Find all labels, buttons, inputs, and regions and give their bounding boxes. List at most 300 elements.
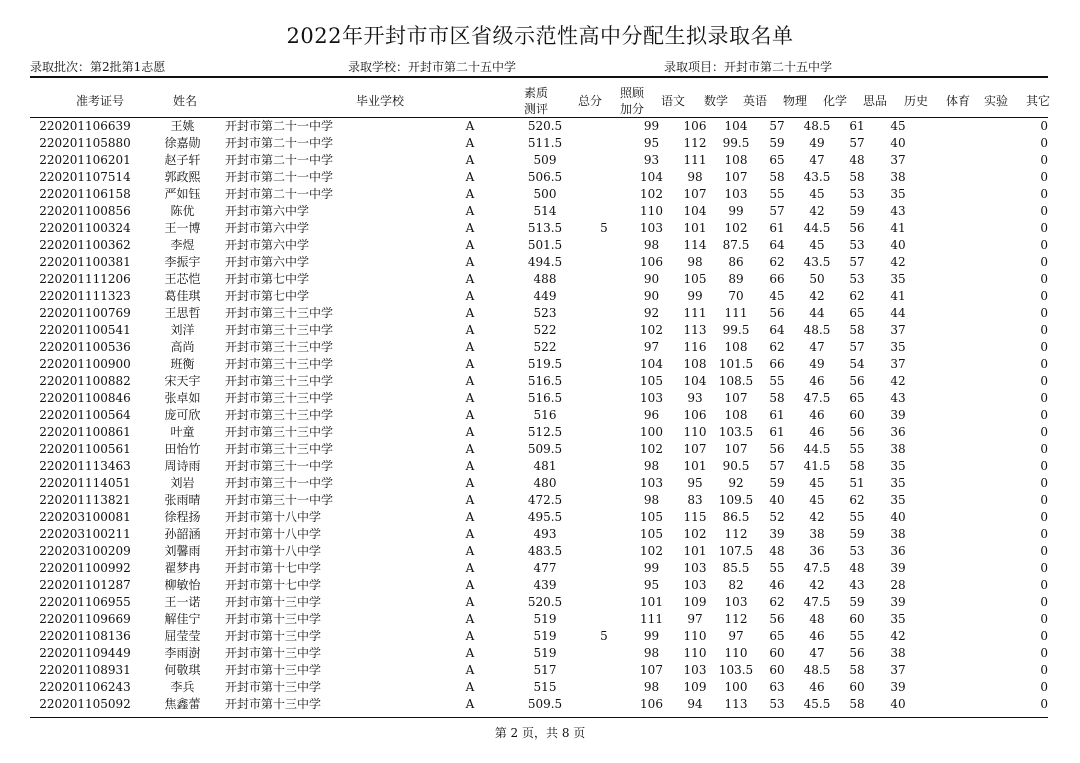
student-name: 王芯恺 bbox=[164, 272, 201, 286]
table-row bbox=[30, 407, 1048, 424]
chemistry-score: 45 bbox=[809, 476, 825, 490]
quality-grade: A bbox=[465, 697, 475, 711]
english-score: 90.5 bbox=[722, 459, 750, 473]
quality-grade: A bbox=[465, 170, 475, 184]
chemistry-score: 47 bbox=[809, 646, 825, 660]
other-score: 0 bbox=[1040, 272, 1048, 286]
student-name: 徐程扬 bbox=[164, 510, 201, 524]
chinese-score: 99 bbox=[643, 119, 660, 133]
bonus-points bbox=[580, 441, 628, 458]
chinese-score: 105 bbox=[640, 527, 663, 541]
chemistry-score: 45.5 bbox=[803, 697, 831, 711]
graduation-school: 开封市第三十三中学 bbox=[225, 442, 334, 456]
other-score: 0 bbox=[1040, 136, 1048, 150]
table-row bbox=[30, 305, 1048, 322]
bonus-points bbox=[580, 288, 628, 305]
chemistry-score: 48 bbox=[809, 612, 825, 626]
total-score: 509.5 bbox=[527, 442, 563, 456]
history-score: 28 bbox=[890, 578, 906, 592]
math-score: 98 bbox=[687, 255, 703, 269]
bonus-points bbox=[580, 611, 628, 628]
history-score: 39 bbox=[890, 561, 906, 575]
math-score: 104 bbox=[683, 204, 707, 218]
pe-score bbox=[919, 645, 959, 662]
pe-score bbox=[919, 237, 959, 254]
total-score: 519.5 bbox=[527, 357, 563, 371]
chemistry-score: 44.5 bbox=[803, 221, 831, 235]
quality-grade: A bbox=[465, 357, 475, 371]
math-score: 97 bbox=[687, 612, 703, 626]
bonus-points bbox=[580, 322, 628, 339]
chemistry-score: 44.5 bbox=[803, 442, 831, 456]
table-row bbox=[30, 135, 1048, 152]
student-name: 叶童 bbox=[170, 425, 195, 439]
exam-id: 220201100846 bbox=[39, 391, 131, 405]
politics-score: 56 bbox=[849, 646, 865, 660]
exam-id: 220201100536 bbox=[39, 340, 131, 354]
pe-score bbox=[919, 458, 959, 475]
bonus-points bbox=[580, 577, 628, 594]
table-row bbox=[30, 526, 1048, 543]
pe-score bbox=[919, 339, 959, 356]
experiment-score bbox=[959, 271, 1001, 288]
bonus-points bbox=[580, 424, 628, 441]
chemistry-score: 42 bbox=[809, 204, 825, 218]
bonus-points bbox=[580, 390, 628, 407]
total-score: 501.5 bbox=[527, 238, 563, 252]
pe-score bbox=[919, 152, 959, 169]
chinese-score: 104 bbox=[640, 357, 663, 371]
pe-score bbox=[919, 492, 959, 509]
table-row bbox=[30, 152, 1048, 169]
chinese-score: 95 bbox=[643, 136, 660, 150]
experiment-score bbox=[959, 288, 1001, 305]
english-score: 87.5 bbox=[722, 238, 750, 252]
math-score: 109 bbox=[683, 595, 707, 609]
total-score: 520.5 bbox=[527, 119, 563, 133]
bonus-points bbox=[580, 271, 628, 288]
header-pe: 体育 bbox=[945, 94, 970, 108]
politics-score: 55 bbox=[849, 629, 865, 643]
chemistry-score: 47 bbox=[809, 340, 825, 354]
student-name: 高尚 bbox=[170, 340, 195, 354]
chemistry-score: 42 bbox=[809, 578, 825, 592]
exam-id: 220201100541 bbox=[39, 323, 131, 337]
bonus-points bbox=[580, 560, 628, 577]
header-quality-line2: 测评 bbox=[523, 102, 548, 116]
table-row bbox=[30, 594, 1048, 611]
quality-grade: A bbox=[465, 578, 475, 592]
history-score: 36 bbox=[890, 544, 906, 558]
chinese-score: 107 bbox=[640, 663, 663, 677]
history-score: 35 bbox=[890, 187, 906, 201]
bonus-points bbox=[580, 169, 628, 186]
math-score: 110 bbox=[683, 425, 707, 439]
history-score: 42 bbox=[890, 629, 906, 643]
table-row bbox=[30, 611, 1048, 628]
table-row bbox=[30, 628, 1048, 645]
politics-score: 58 bbox=[849, 663, 865, 677]
chemistry-score: 46 bbox=[809, 680, 825, 694]
chemistry-score: 47 bbox=[809, 153, 825, 167]
bonus-points bbox=[580, 594, 628, 611]
chemistry-score: 36 bbox=[809, 544, 825, 558]
exam-id: 220201100324 bbox=[39, 221, 131, 235]
header-other: 其它 bbox=[1025, 94, 1050, 108]
math-score: 101 bbox=[683, 459, 707, 473]
quality-grade: A bbox=[465, 340, 475, 354]
pe-score bbox=[919, 577, 959, 594]
politics-score: 60 bbox=[849, 612, 865, 626]
admission-table bbox=[30, 118, 1048, 713]
student-name: 严如钰 bbox=[164, 187, 201, 201]
total-score: 514 bbox=[533, 204, 557, 218]
pe-score bbox=[919, 356, 959, 373]
student-name: 徐嘉勋 bbox=[164, 136, 201, 150]
student-name: 刘洋 bbox=[170, 323, 195, 337]
politics-score: 43 bbox=[849, 578, 865, 592]
student-name: 班衡 bbox=[170, 357, 195, 371]
experiment-score bbox=[959, 594, 1001, 611]
quality-grade: A bbox=[465, 425, 475, 439]
experiment-score bbox=[959, 577, 1001, 594]
exam-id: 220201106158 bbox=[39, 187, 131, 201]
other-score: 0 bbox=[1040, 340, 1048, 354]
exam-id: 220203100081 bbox=[39, 510, 131, 524]
chinese-score: 99 bbox=[643, 629, 660, 643]
politics-score: 56 bbox=[849, 374, 865, 388]
exam-id: 220201113463 bbox=[39, 459, 131, 473]
history-score: 38 bbox=[890, 646, 906, 660]
english-score: 89 bbox=[728, 272, 744, 286]
bonus-points bbox=[580, 492, 628, 509]
experiment-score bbox=[959, 424, 1001, 441]
graduation-school: 开封市第十八中学 bbox=[225, 544, 322, 558]
table-row bbox=[30, 441, 1048, 458]
quality-grade: A bbox=[465, 561, 475, 575]
experiment-score bbox=[959, 305, 1001, 322]
total-score: 495.5 bbox=[527, 510, 563, 524]
table-row bbox=[30, 662, 1048, 679]
math-score: 105 bbox=[683, 272, 707, 286]
pe-score bbox=[919, 135, 959, 152]
physics-score: 56 bbox=[769, 612, 785, 626]
history-score: 39 bbox=[890, 680, 906, 694]
quality-grade: A bbox=[465, 272, 475, 286]
header-politics: 思品 bbox=[862, 94, 887, 108]
table-row bbox=[30, 492, 1048, 509]
math-score: 98 bbox=[687, 170, 703, 184]
physics-score: 64 bbox=[769, 238, 785, 252]
chinese-score: 97 bbox=[643, 340, 660, 354]
graduation-school: 开封市第十三中学 bbox=[225, 629, 322, 643]
history-score: 35 bbox=[890, 493, 906, 507]
student-name: 宋天宇 bbox=[164, 374, 201, 388]
chemistry-score: 46 bbox=[809, 374, 825, 388]
bonus-points bbox=[580, 305, 628, 322]
chinese-score: 101 bbox=[640, 595, 663, 609]
exam-id: 220201100381 bbox=[39, 255, 131, 269]
politics-score: 57 bbox=[849, 255, 865, 269]
header-total: 总分 bbox=[577, 94, 602, 108]
graduation-school: 开封市第十七中学 bbox=[225, 578, 322, 592]
other-score: 0 bbox=[1040, 442, 1048, 456]
bonus-points bbox=[580, 356, 628, 373]
total-score: 522 bbox=[533, 323, 557, 337]
english-score: 111 bbox=[724, 306, 748, 320]
table-row bbox=[30, 645, 1048, 662]
graduation-school: 开封市第三十三中学 bbox=[225, 340, 334, 354]
history-score: 38 bbox=[890, 527, 906, 541]
table-row bbox=[30, 543, 1048, 560]
exam-id: 220203100211 bbox=[39, 527, 131, 541]
chinese-score: 98 bbox=[643, 493, 660, 507]
graduation-school: 开封市第十三中学 bbox=[225, 697, 322, 711]
other-score: 0 bbox=[1040, 544, 1048, 558]
math-score: 115 bbox=[683, 510, 707, 524]
graduation-school: 开封市第二十一中学 bbox=[225, 187, 334, 201]
total-score: 449 bbox=[533, 289, 557, 303]
english-score: 103 bbox=[724, 187, 748, 201]
physics-score: 62 bbox=[769, 255, 785, 269]
student-name: 柳敏怡 bbox=[164, 578, 201, 592]
exam-id: 220201100882 bbox=[39, 374, 131, 388]
student-name: 田怡竹 bbox=[164, 442, 201, 456]
bonus-points bbox=[580, 526, 628, 543]
chemistry-score: 38 bbox=[809, 527, 825, 541]
politics-score: 55 bbox=[849, 510, 865, 524]
table-row bbox=[30, 509, 1048, 526]
politics-score: 53 bbox=[849, 272, 865, 286]
exam-id: 220201100992 bbox=[39, 561, 131, 575]
bonus-points: 5 bbox=[600, 221, 608, 235]
english-score: 101.5 bbox=[718, 357, 754, 371]
student-name: 李兵 bbox=[170, 680, 195, 694]
other-score: 0 bbox=[1040, 595, 1048, 609]
table-row bbox=[30, 373, 1048, 390]
english-score: 100 bbox=[724, 680, 748, 694]
other-score: 0 bbox=[1040, 493, 1048, 507]
graduation-school: 开封市第六中学 bbox=[225, 221, 310, 235]
header-experiment: 实验 bbox=[983, 94, 1008, 108]
exam-id: 220201100900 bbox=[39, 357, 131, 371]
chemistry-score: 48.5 bbox=[803, 119, 831, 133]
total-score: 488 bbox=[533, 272, 557, 286]
total-score: 513.5 bbox=[527, 221, 563, 235]
physics-score: 55 bbox=[769, 187, 785, 201]
table-row bbox=[30, 424, 1048, 441]
table-row bbox=[30, 356, 1048, 373]
physics-score: 46 bbox=[769, 578, 785, 592]
math-score: 94 bbox=[687, 697, 703, 711]
politics-score: 57 bbox=[849, 340, 865, 354]
quality-grade: A bbox=[465, 306, 475, 320]
english-score: 107 bbox=[724, 391, 748, 405]
quality-grade: A bbox=[465, 289, 475, 303]
quality-grade: A bbox=[465, 493, 475, 507]
math-score: 93 bbox=[687, 391, 703, 405]
english-score: 70 bbox=[728, 289, 744, 303]
politics-score: 62 bbox=[849, 289, 865, 303]
other-score: 0 bbox=[1040, 408, 1048, 422]
bonus-points bbox=[580, 543, 628, 560]
graduation-school: 开封市第二十一中学 bbox=[225, 119, 334, 133]
math-score: 112 bbox=[683, 136, 707, 150]
experiment-score bbox=[959, 509, 1001, 526]
physics-score: 61 bbox=[769, 221, 785, 235]
bonus-points bbox=[580, 662, 628, 679]
history-score: 41 bbox=[890, 221, 906, 235]
header-bonus-line1: 照顾 bbox=[619, 86, 644, 100]
chemistry-score: 45 bbox=[809, 187, 825, 201]
header-quality bbox=[518, 84, 554, 118]
total-score: 483.5 bbox=[527, 544, 563, 558]
history-score: 35 bbox=[890, 476, 906, 490]
history-score: 38 bbox=[890, 442, 906, 456]
english-score: 110 bbox=[724, 646, 748, 660]
bonus-points bbox=[580, 407, 628, 424]
bottom-rule bbox=[30, 717, 1048, 718]
english-score: 86 bbox=[728, 255, 744, 269]
total-score: 523 bbox=[533, 306, 557, 320]
chinese-score: 103 bbox=[640, 476, 663, 490]
project-info: 录取项目：开封市第二十五中学 bbox=[664, 60, 833, 74]
physics-score: 65 bbox=[769, 153, 785, 167]
experiment-score bbox=[959, 628, 1001, 645]
total-score: 481 bbox=[533, 459, 557, 473]
english-score: 108 bbox=[724, 153, 748, 167]
quality-grade: A bbox=[465, 442, 475, 456]
history-score: 45 bbox=[890, 119, 906, 133]
student-name: 何敬琪 bbox=[164, 663, 201, 677]
pe-score bbox=[919, 441, 959, 458]
quality-grade: A bbox=[465, 527, 475, 541]
chemistry-score: 47.5 bbox=[803, 561, 831, 575]
bonus-points bbox=[580, 373, 628, 390]
experiment-score bbox=[959, 560, 1001, 577]
chemistry-score: 42 bbox=[809, 510, 825, 524]
other-score: 0 bbox=[1040, 629, 1048, 643]
other-score: 0 bbox=[1040, 119, 1048, 133]
other-score: 0 bbox=[1040, 306, 1048, 320]
graduation-school: 开封市第十八中学 bbox=[225, 510, 322, 524]
chemistry-score: 49 bbox=[809, 357, 825, 371]
school-info: 录取学校：开封市第二十五中学 bbox=[348, 60, 517, 74]
math-score: 99 bbox=[687, 289, 703, 303]
header-english: 英语 bbox=[742, 94, 767, 108]
chemistry-score: 43.5 bbox=[803, 255, 831, 269]
english-score: 99.5 bbox=[722, 323, 750, 337]
pe-score bbox=[919, 628, 959, 645]
experiment-score bbox=[959, 696, 1001, 713]
table-row bbox=[30, 220, 1048, 237]
bonus-points bbox=[580, 475, 628, 492]
student-name: 王一诺 bbox=[164, 595, 201, 609]
exam-id: 220201100362 bbox=[39, 238, 131, 252]
experiment-score bbox=[959, 169, 1001, 186]
bonus-points bbox=[580, 186, 628, 203]
history-score: 37 bbox=[890, 323, 906, 337]
student-name: 陈优 bbox=[170, 204, 195, 218]
english-score: 107 bbox=[724, 442, 748, 456]
other-score: 0 bbox=[1040, 238, 1048, 252]
total-score: 516 bbox=[533, 408, 557, 422]
other-score: 0 bbox=[1040, 323, 1048, 337]
graduation-school: 开封市第七中学 bbox=[225, 289, 310, 303]
header-physics: 物理 bbox=[782, 94, 807, 108]
graduation-school: 开封市第三十一中学 bbox=[225, 493, 334, 507]
math-score: 95 bbox=[687, 476, 703, 490]
batch-info: 录取批次：第2批第1志愿 bbox=[30, 60, 166, 74]
other-score: 0 bbox=[1040, 646, 1048, 660]
politics-score: 57 bbox=[849, 136, 865, 150]
other-score: 0 bbox=[1040, 663, 1048, 677]
header-history: 历史 bbox=[903, 94, 928, 108]
exam-id: 220201108136 bbox=[39, 629, 131, 643]
experiment-score bbox=[959, 526, 1001, 543]
table-row bbox=[30, 118, 1048, 135]
quality-grade: A bbox=[465, 663, 475, 677]
politics-score: 58 bbox=[849, 170, 865, 184]
header-math: 数学 bbox=[703, 94, 728, 108]
student-name: 翟梦冉 bbox=[164, 561, 201, 575]
other-score: 0 bbox=[1040, 510, 1048, 524]
graduation-school: 开封市第二十一中学 bbox=[225, 153, 334, 167]
quality-grade: A bbox=[465, 187, 475, 201]
other-score: 0 bbox=[1040, 459, 1048, 473]
english-score: 113 bbox=[724, 697, 748, 711]
student-name: 解佳宁 bbox=[164, 612, 201, 626]
student-name: 王思哲 bbox=[164, 306, 201, 320]
quality-grade: A bbox=[465, 153, 475, 167]
header-bonus bbox=[614, 84, 650, 118]
student-name: 王姚 bbox=[170, 119, 195, 133]
total-score: 516.5 bbox=[527, 374, 563, 388]
pe-score bbox=[919, 271, 959, 288]
table-row bbox=[30, 288, 1048, 305]
chinese-score: 102 bbox=[640, 323, 663, 337]
chemistry-score: 45 bbox=[809, 493, 825, 507]
pe-score bbox=[919, 305, 959, 322]
physics-score: 48 bbox=[769, 544, 785, 558]
header-id: 准考证号 bbox=[75, 94, 124, 108]
pe-score bbox=[919, 560, 959, 577]
history-score: 42 bbox=[890, 255, 906, 269]
total-score: 515 bbox=[533, 680, 557, 694]
student-name: 刘岩 bbox=[170, 476, 195, 490]
experiment-score bbox=[959, 662, 1001, 679]
experiment-score bbox=[959, 475, 1001, 492]
student-name: 张卓如 bbox=[164, 391, 201, 405]
chinese-score: 98 bbox=[643, 459, 660, 473]
physics-score: 65 bbox=[769, 629, 785, 643]
chinese-score: 98 bbox=[643, 646, 660, 660]
exam-id: 220201105092 bbox=[39, 697, 131, 711]
pe-score bbox=[919, 203, 959, 220]
physics-score: 58 bbox=[769, 170, 785, 184]
experiment-score bbox=[959, 356, 1001, 373]
politics-score: 53 bbox=[849, 544, 865, 558]
chinese-score: 98 bbox=[643, 680, 660, 694]
pe-score bbox=[919, 186, 959, 203]
exam-id: 220201100564 bbox=[39, 408, 131, 422]
chinese-score: 104 bbox=[640, 170, 663, 184]
experiment-score bbox=[959, 186, 1001, 203]
table-row bbox=[30, 237, 1048, 254]
pe-score bbox=[919, 373, 959, 390]
bonus-points bbox=[580, 339, 628, 356]
math-score: 116 bbox=[683, 340, 707, 354]
